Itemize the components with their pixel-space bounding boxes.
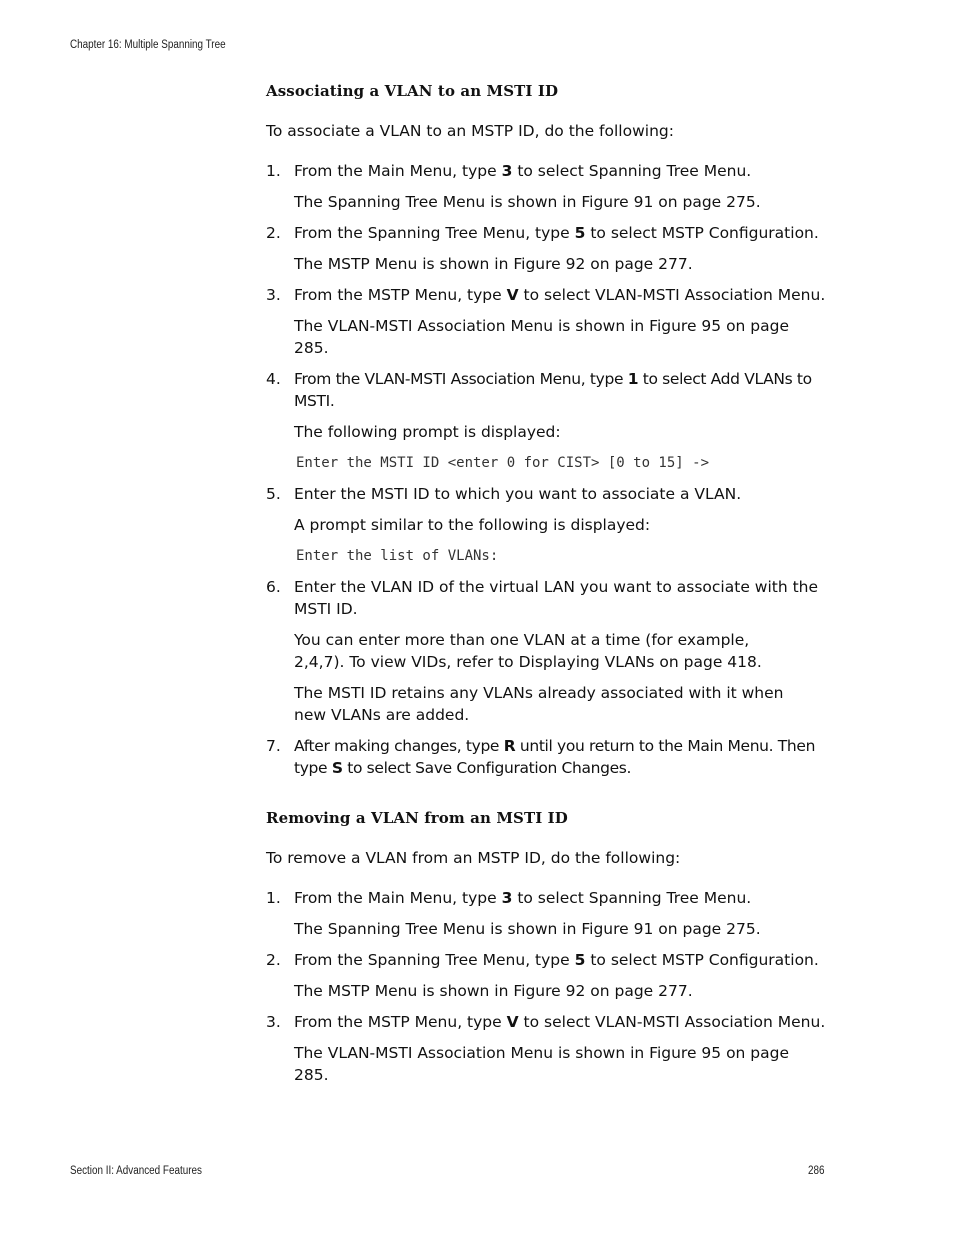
- step-note: The VLAN-MSTI Association Menu is shown in Figure 95 on page 285.: [294, 1044, 790, 1084]
- key-label: R: [503, 737, 516, 755]
- step-note: The following prompt is displayed:: [294, 423, 561, 441]
- step-list: [266, 160, 846, 779]
- key-label: 3: [501, 162, 513, 180]
- step-item: [266, 576, 846, 726]
- step-number: 1.: [266, 889, 281, 907]
- code-prompt: Enter the list of VLANs:: [296, 548, 499, 564]
- step-item: [266, 735, 846, 779]
- key-label: 3: [501, 889, 513, 907]
- step-note: The VLAN-MSTI Association Menu is shown in Figure 95 on page 285.: [294, 317, 790, 357]
- step-number: 3.: [266, 286, 281, 304]
- step-list: [266, 887, 846, 1086]
- step-number: 3.: [266, 1013, 281, 1031]
- step-number: 2.: [266, 224, 281, 242]
- key-label: 5: [574, 951, 586, 969]
- step-number: 1.: [266, 162, 281, 180]
- step-text: After making changes, type R until you return to the Main Menu. Then type S to select Save Configuration Changes.: [294, 737, 816, 777]
- step-text: From the MSTP Menu, type V to select VLAN-MSTI Association Menu.: [294, 286, 826, 304]
- step-text: From the Spanning Tree Menu, type 5 to select MSTP Configuration.: [294, 224, 819, 242]
- step-item: [266, 368, 846, 474]
- section-intro: To associate a VLAN to an MSTP ID, do the following:: [266, 122, 674, 140]
- step-item: [266, 284, 846, 359]
- running-header: Chapter 16: Multiple Spanning Tree: [70, 39, 226, 51]
- step-note: The Spanning Tree Menu is shown in Figure 91 on page 275.: [294, 920, 761, 938]
- page-number: 286: [808, 1165, 825, 1177]
- step-text: From the VLAN-MSTI Association Menu, type 1 to select Add VLANs to MSTI.: [294, 370, 812, 410]
- section-associate: [266, 80, 846, 779]
- step-number: 6.: [266, 578, 281, 596]
- step-item: [266, 222, 846, 275]
- key-label: 5: [574, 224, 586, 242]
- page-body: [266, 80, 846, 1086]
- step-note: A prompt similar to the following is displayed:: [294, 516, 651, 534]
- key-label: V: [506, 1013, 519, 1031]
- step-note: The MSTI ID retains any VLANs already associated with it when new VLANs are added.: [294, 684, 784, 724]
- step-note: The MSTP Menu is shown in Figure 92 on page 277.: [294, 255, 693, 273]
- step-number: 7.: [266, 737, 281, 755]
- step-note: The MSTP Menu is shown in Figure 92 on page 277.: [294, 982, 693, 1000]
- step-item: [266, 949, 846, 1002]
- section-remove: [266, 807, 846, 1086]
- step-item: [266, 160, 846, 213]
- section-heading: Associating a VLAN to an MSTI ID: [266, 82, 559, 100]
- step-text: From the Main Menu, type 3 to select Spanning Tree Menu.: [294, 162, 752, 180]
- key-label: S: [331, 759, 343, 777]
- step-text: Enter the VLAN ID of the virtual LAN you want to associate with the MSTI ID.: [294, 578, 819, 618]
- step-text: From the Main Menu, type 3 to select Spanning Tree Menu.: [294, 889, 752, 907]
- step-item: [266, 887, 846, 940]
- step-text: Enter the MSTI ID to which you want to associate a VLAN.: [294, 485, 742, 503]
- running-footer-section: Section II: Advanced Features: [70, 1165, 202, 1177]
- key-label: V: [506, 286, 519, 304]
- section-intro: To remove a VLAN from an MSTP ID, do the following:: [266, 849, 681, 867]
- step-number: 4.: [266, 370, 281, 388]
- step-number: 5.: [266, 485, 281, 503]
- section-heading: Removing a VLAN from an MSTI ID: [266, 809, 568, 827]
- step-note: You can enter more than one VLAN at a time (for example, 2,4,7). To view VIDs, refer to Displaying VLANs on page 418.: [294, 631, 762, 671]
- key-label: 1: [627, 370, 639, 388]
- step-item: [266, 1011, 846, 1086]
- step-item: [266, 483, 846, 567]
- step-text: From the Spanning Tree Menu, type 5 to select MSTP Configuration.: [294, 951, 819, 969]
- step-number: 2.: [266, 951, 281, 969]
- step-note: The Spanning Tree Menu is shown in Figure 91 on page 275.: [294, 193, 761, 211]
- step-text: From the MSTP Menu, type V to select VLAN-MSTI Association Menu.: [294, 1013, 826, 1031]
- code-prompt: Enter the MSTI ID <enter 0 for CIST> [0 to 15] ->: [296, 455, 710, 471]
